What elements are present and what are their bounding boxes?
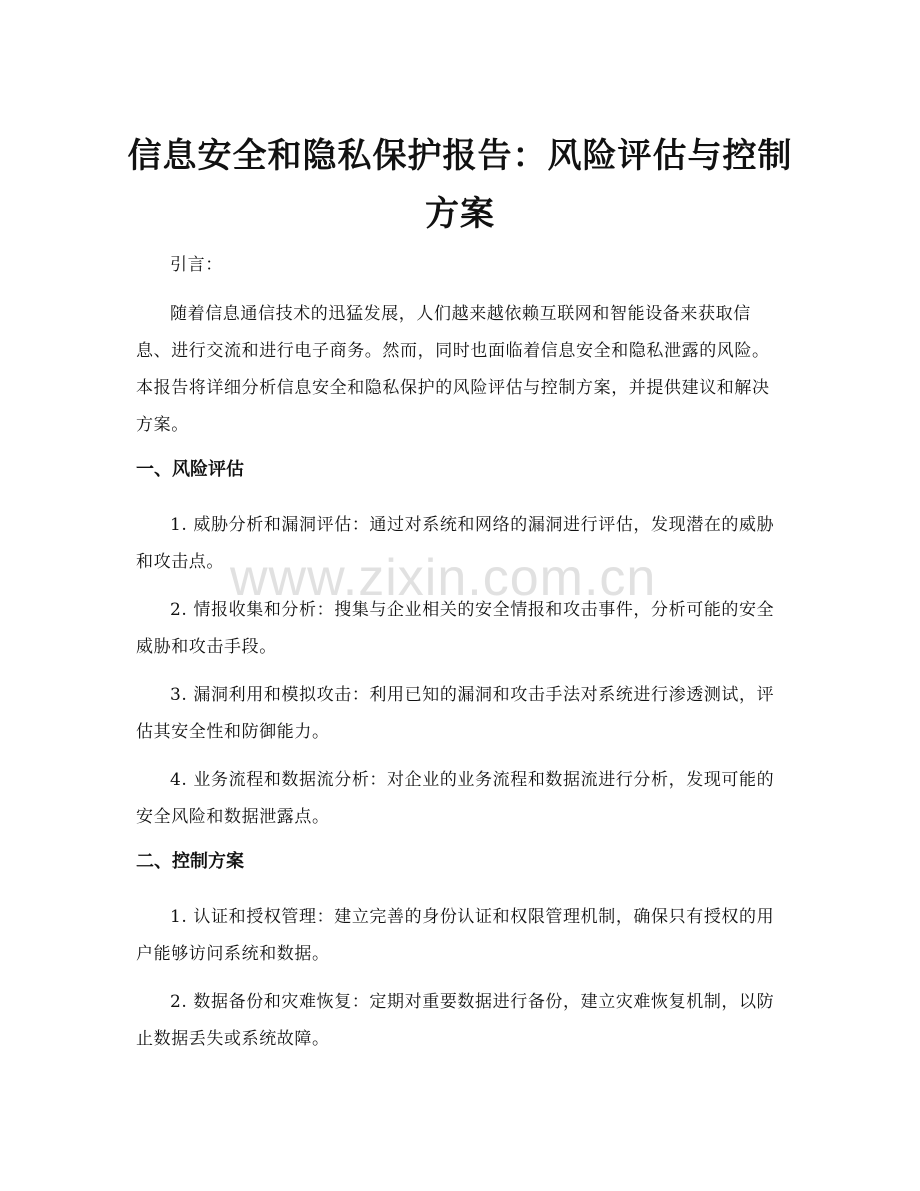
title-line-1: 信息安全和隐私保护报告：风险评估与控制 — [127, 135, 793, 176]
title-line-2: 方案 — [425, 193, 495, 234]
risk-item-3: 3. 漏洞利用和模拟攻击：利用已知的漏洞和攻击手法对系统进行渗透测试，评估其安全性和防御能力。 — [136, 685, 775, 742]
section-heading-risk-assessment: 一、风险评估 — [136, 459, 244, 480]
watermark-text: www.zixin.com.cn — [230, 549, 657, 607]
document-title — [120, 127, 800, 243]
control-item-1: 1. 认证和授权管理：建立完善的身份认证和权限管理机制，确保只有授权的用户能够访问系统和数据。 — [136, 907, 775, 964]
intro-paragraph: 随着信息通信技术的迅猛发展，人们越来越依赖互联网和智能设备来获取信息、进行交流和进行电子商务。然而，同时也面临着信息安全和隐私泄露的风险。本报告将详细分析信息安全和隐私保护的风险评估与控制方案，并提供建议和解决方案。 — [136, 304, 770, 435]
risk-item-1: 1. 威胁分析和漏洞评估：通过对系统和网络的漏洞进行评估，发现潜在的威胁和攻击点。 — [136, 515, 775, 572]
control-item-2: 2. 数据备份和灾难恢复：定期对重要数据进行备份，建立灾难恢复机制，以防止数据丢失或系统故障。 — [136, 992, 775, 1049]
risk-item-4: 4. 业务流程和数据流分析：对企业的业务流程和数据流进行分析，发现可能的安全风险和数据泄露点。 — [136, 770, 775, 827]
intro-label: 引言： — [170, 255, 223, 275]
section-heading-control-plan: 二、控制方案 — [136, 851, 244, 872]
risk-item-2: 2. 情报收集和分析：搜集与企业相关的安全情报和攻击事件，分析可能的安全威胁和攻击手段。 — [136, 600, 775, 657]
